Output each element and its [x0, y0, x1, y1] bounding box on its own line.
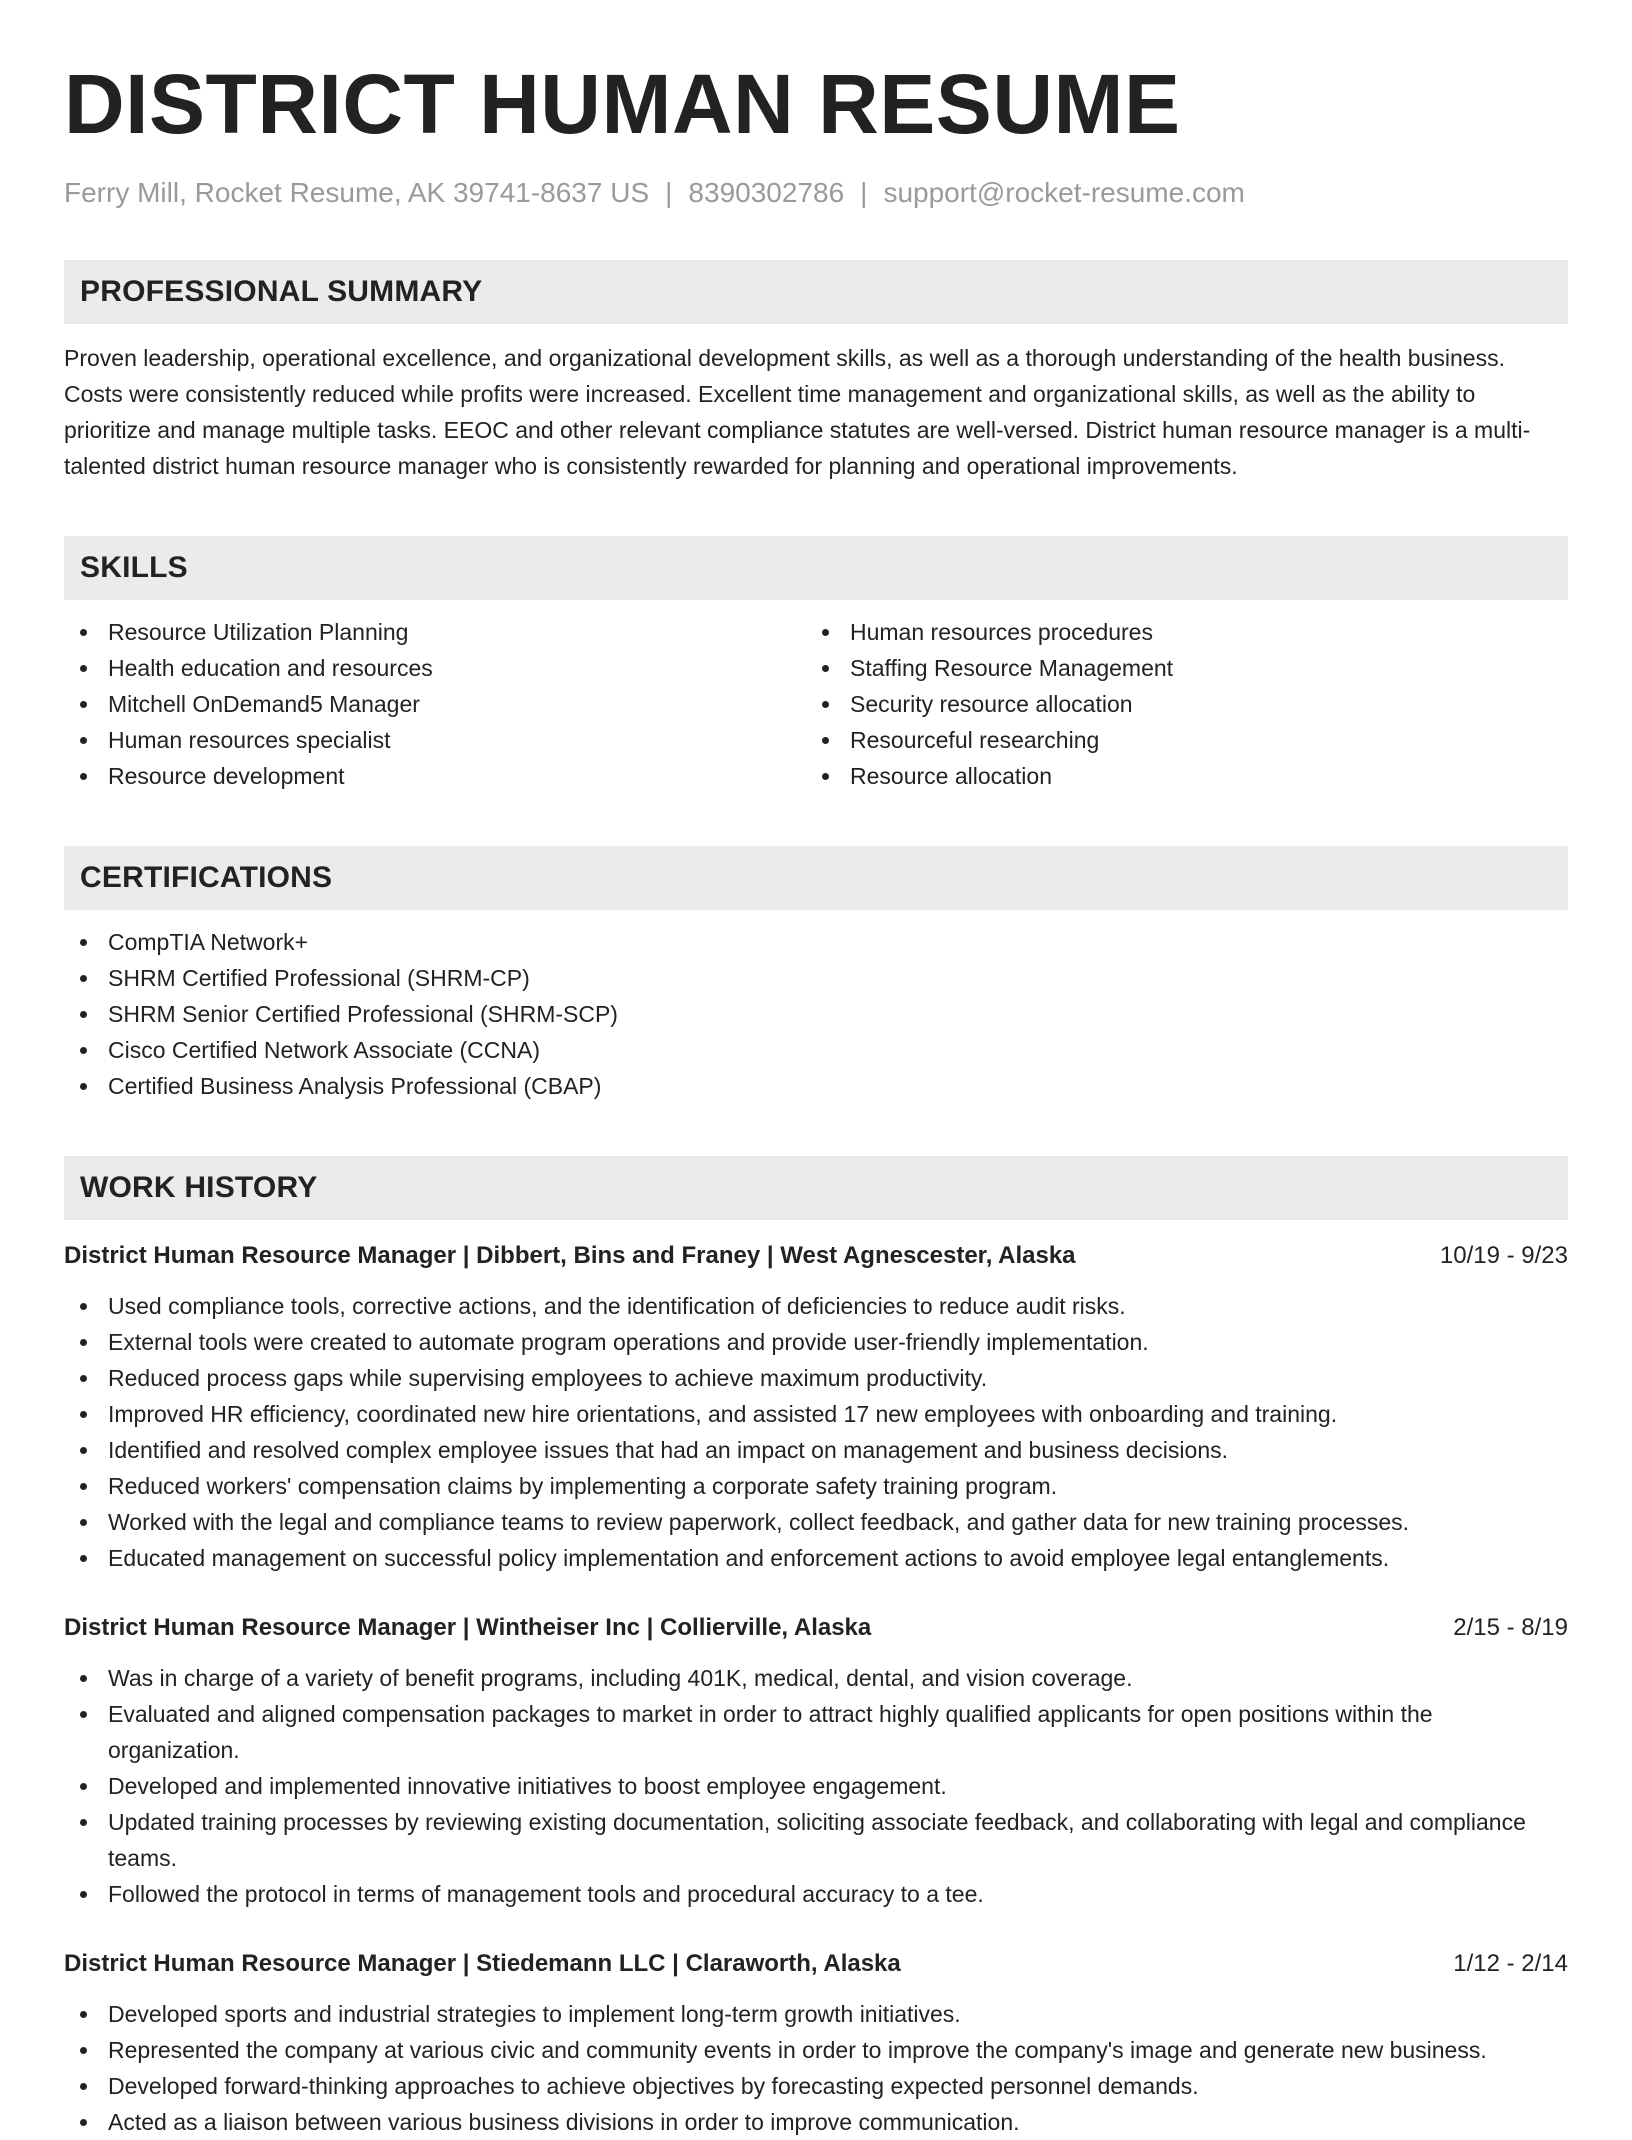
- job-title: District Human Resource Manager | Dibbert, Bins and Franey | West Agnescester, Alaska: [64, 1242, 1076, 1269]
- section-header-summary: PROFESSIONAL SUMMARY: [64, 260, 1568, 324]
- section-header-certifications: CERTIFICATIONS: [64, 846, 1568, 910]
- job-bullet: Represented the company at various civic and community events in order to improve the company's image and generate new business.: [64, 2032, 1568, 2068]
- job-bullet: Developed forward-thinking approaches to achieve objectives by forecasting expected personnel demands.: [64, 2068, 1568, 2104]
- contact-line: [64, 176, 1568, 210]
- job-bullet: Acted as a liaison between various business divisions in order to improve communication.: [64, 2104, 1568, 2140]
- skill-item: Health education and resources: [64, 650, 806, 686]
- section-header-work-history: WORK HISTORY: [64, 1156, 1568, 1220]
- job-header: [64, 1946, 1568, 1982]
- certification-item: Cisco Certified Network Associate (CCNA): [64, 1032, 1568, 1068]
- job-bullets: [64, 1660, 1568, 1912]
- job-bullet: Reduced workers' compensation claims by implementing a corporate safety training program.: [64, 1468, 1568, 1504]
- skill-item: Security resource allocation: [806, 686, 1548, 722]
- job-bullet: Developed sports and industrial strategies to implement long-term growth initiatives.: [64, 1996, 1568, 2032]
- skill-item: Staffing Resource Management: [806, 650, 1548, 686]
- job-title: District Human Resource Manager | Stiedemann LLC | Claraworth, Alaska: [64, 1950, 901, 1977]
- skill-item: Resource Utilization Planning: [64, 614, 806, 650]
- contact-email[interactable]: support@rocket-resume.com: [883, 177, 1245, 208]
- job-bullet: Was in charge of a variety of benefit programs, including 401K, medical, dental, and vision coverage.: [64, 1660, 1568, 1696]
- skills-column-right: [806, 614, 1548, 794]
- job-bullet: Evaluated and aligned compensation packages to market in order to attract highly qualified applicants for open positions within the organization.: [64, 1696, 1568, 1768]
- job-title: District Human Resource Manager | Wintheiser Inc | Collierville, Alaska: [64, 1614, 872, 1641]
- job-bullets: [64, 1288, 1568, 1576]
- contact-phone: 8390302786: [688, 177, 845, 208]
- skill-item: Resource allocation: [806, 758, 1548, 794]
- certification-item: SHRM Certified Professional (SHRM-CP): [64, 960, 1568, 996]
- job-header: [64, 1610, 1568, 1646]
- job-bullet: Updated training processes by reviewing existing documentation, soliciting associate feedback, and collaborating with legal and compliance teams.: [64, 1804, 1568, 1876]
- job-bullet: Followed the protocol in terms of management tools and procedural accuracy to a tee.: [64, 1876, 1568, 1912]
- job-dates: 2/15 - 8/19: [1453, 1614, 1568, 1641]
- job-bullet: Used compliance tools, corrective actions, and the identification of deficiencies to reduce audit risks.: [64, 1288, 1568, 1324]
- contact-separator: |: [665, 177, 673, 208]
- skill-item: Mitchell OnDemand5 Manager: [64, 686, 806, 722]
- skills-column-left: [64, 614, 806, 794]
- certification-item: Certified Business Analysis Professional (CBAP): [64, 1068, 1568, 1104]
- job-bullet: External tools were created to automate program operations and provide user-friendly implementation.: [64, 1324, 1568, 1360]
- contact-separator: |: [860, 177, 868, 208]
- job-bullet: Improved HR efficiency, coordinated new hire orientations, and assisted 17 new employees with onboarding and training.: [64, 1396, 1568, 1432]
- section-header-skills: SKILLS: [64, 536, 1568, 600]
- job-bullet: Educated management on successful policy implementation and enforcement actions to avoid employee legal entanglements.: [64, 1540, 1568, 1576]
- certifications-list: [64, 924, 1568, 1104]
- job-bullets: [64, 1996, 1568, 2140]
- skills-grid: [64, 614, 1568, 794]
- resume-page: [64, 0, 1568, 2140]
- skill-item: Human resources procedures: [806, 614, 1548, 650]
- skill-item: Resourceful researching: [806, 722, 1548, 758]
- skill-item: Resource development: [64, 758, 806, 794]
- job-bullet: Identified and resolved complex employee issues that had an impact on management and business decisions.: [64, 1432, 1568, 1468]
- resume-name: DISTRICT HUMAN RESUME: [64, 57, 1181, 151]
- contact-address: Ferry Mill, Rocket Resume, AK 39741-8637 US: [64, 177, 650, 208]
- job-dates: 10/19 - 9/23: [1439, 1242, 1568, 1269]
- summary-text: Proven leadership, operational excellence, and organizational development skills, as well as a thorough understanding of the health business. Costs were consistently reduced while profits were increased. Excellent time management and organizational skills, as well as the ability to prioritize and manage multiple tasks. EEOC and other relevant compliance statutes are well-versed. District human resource manager is a multi-talented district human resource manager who is consistently rewarded for planning and operational improvements.: [64, 345, 1531, 479]
- certification-item: SHRM Senior Certified Professional (SHRM-SCP): [64, 996, 1568, 1032]
- job-bullet: Worked with the legal and compliance teams to review paperwork, collect feedback, and gather data for new training processes.: [64, 1504, 1568, 1540]
- job-bullet: Developed and implemented innovative initiatives to boost employee engagement.: [64, 1768, 1568, 1804]
- certification-item: CompTIA Network+: [64, 924, 1568, 960]
- job-bullet: Reduced process gaps while supervising employees to achieve maximum productivity.: [64, 1360, 1568, 1396]
- job-header: [64, 1238, 1568, 1274]
- skill-item: Human resources specialist: [64, 722, 806, 758]
- job-dates: 1/12 - 2/14: [1453, 1950, 1568, 1977]
